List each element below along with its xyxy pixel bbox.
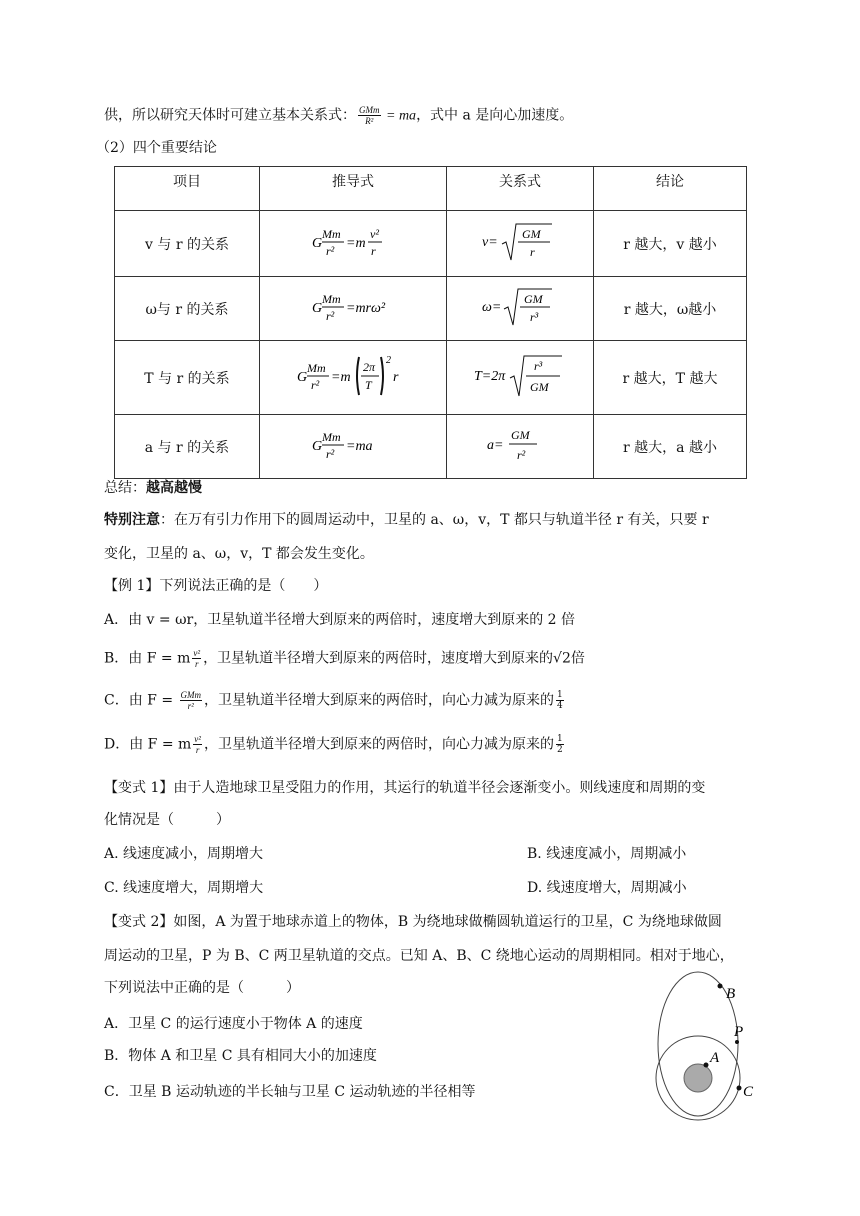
table-row [115, 211, 747, 277]
intro-fraction: $\frac{\text{GMm}}{\text{R²}}$ [359, 105, 380, 126]
intro-line [104, 105, 573, 127]
svg-text:r²: r² [326, 308, 335, 323]
svg-text:r: r [371, 243, 376, 258]
svg-text:=m: =m [346, 235, 366, 251]
fraction-one-quarter: $\frac{1}{4}$ [557, 690, 563, 711]
point-P-dot [735, 1040, 739, 1044]
formula-T-relation [472, 352, 568, 400]
note-text-1: ：在万有引力作用下的圆周运动中，卫星的 a、ω，v，T 都只与轨道半径 r 有关，只要 r [160, 512, 709, 528]
svg-text:Mm: Mm [307, 360, 326, 375]
formula-T-derive [293, 351, 413, 401]
svg-text:v²: v² [370, 226, 379, 241]
header-relation: 关系式 [447, 167, 594, 211]
svg-text:GM: GM [511, 427, 530, 442]
summary-label: 总结： [104, 480, 146, 496]
row-item: v 与 r 的关系 [115, 211, 260, 277]
variant2-line-2: 周运动的卫星，P 为 B、C 两卫星轨道的交点。已知 A、B、C 绕地心运动的周期相同。相对于地心， [104, 948, 734, 964]
row-relation [447, 341, 594, 415]
formula-omega-derive [308, 287, 398, 327]
intro-prefix: 供，所以研究天体时可建立基本关系式： [104, 107, 356, 124]
intro-equation: = ma [382, 108, 417, 124]
svg-text:=mrω²: =mrω² [346, 300, 386, 316]
row-conclusion: r 越大，T 越大 [594, 341, 747, 415]
svg-text:=m: =m [331, 369, 351, 385]
svg-text:T: T [365, 377, 372, 392]
svg-text:a=: a= [487, 437, 504, 453]
svg-text:r²: r² [311, 377, 320, 392]
label-P: P [734, 1024, 744, 1040]
svg-text:T=2π: T=2π [474, 368, 506, 384]
example1-option-c: C．由 F = $\frac{\text{GMm}}{\text{r²}}$ ，卫星轨道半径增大到原来的两倍时，向心力减为原来的 $\frac{1}{4}$ [104, 690, 563, 711]
row-relation [447, 211, 594, 277]
variant2-option-a: A．卫星 C 的运行速度小于物体 A 的速度 [104, 1016, 363, 1032]
example1-title: 【例 1】下列说法正确的是（ ） [104, 578, 328, 594]
row-conclusion: r 越大，a 越小 [594, 415, 747, 479]
header-item: 项目 [115, 167, 260, 211]
svg-text:r²: r² [326, 446, 335, 461]
row-derive [260, 277, 447, 341]
label-B: B [726, 986, 736, 1002]
svg-text:Mm: Mm [322, 291, 341, 306]
svg-text:Mm: Mm [322, 226, 341, 241]
object-A-dot [704, 1063, 709, 1068]
svg-text:r³: r³ [530, 309, 539, 324]
fraction-v2-r: $\frac{\text{v²}}{r}$ [193, 648, 201, 669]
svg-text:r: r [530, 244, 535, 259]
formula-a-derive [308, 425, 398, 465]
summary-value: 越高越慢 [146, 480, 202, 496]
row-item: ω与 r 的关系 [115, 277, 260, 341]
earth-circle [684, 1064, 712, 1092]
svg-text:2: 2 [386, 354, 391, 366]
satellite-C-dot [737, 1086, 742, 1091]
label-C: C [743, 1084, 754, 1100]
header-conclusion: 结论 [594, 167, 747, 211]
section2-title: （2）四个重要结论 [96, 140, 217, 156]
svg-text:G: G [297, 369, 308, 385]
summary-line [104, 478, 202, 498]
variant2-option-b: B．物体 A 和卫星 C 具有相同大小的加速度 [104, 1048, 377, 1064]
svg-text:Mm: Mm [322, 429, 341, 444]
example1-option-a: A．由 v = ωr，卫星轨道半径增大到原来的两倍时，速度增大到原来的 2 倍 [104, 612, 576, 628]
variant1-line-2: 化情况是（ ） [104, 812, 230, 828]
table-header-row [115, 167, 747, 211]
formula-a-relation [485, 423, 555, 467]
orbit-diagram [650, 968, 780, 1128]
row-conclusion: r 越大，ω越小 [594, 277, 747, 341]
note-line-1 [104, 510, 709, 530]
satellite-B-dot [718, 984, 723, 989]
fraction-gmm-r2: $\frac{\text{GMm}}{\text{r²}}$ [180, 690, 202, 711]
table-row [115, 341, 747, 415]
svg-text:GM: GM [524, 291, 543, 306]
row-item: T 与 r 的关系 [115, 341, 260, 415]
row-derive [260, 211, 447, 277]
table-row [115, 277, 747, 341]
variant2-line-1: 【变式 2】如图，A 为置于地球赤道上的物体，B 为绕地球做椭圆轨道运行的卫星，C 为绕地球做圆 [104, 914, 722, 930]
note-line-2: 变化，卫星的 a、ω，v，T 都会发生变化。 [104, 546, 374, 562]
svg-text:ω=: ω= [482, 299, 502, 315]
formula-v-relation [480, 220, 560, 264]
svg-text:r: r [393, 369, 399, 385]
row-derive [260, 341, 447, 415]
svg-text:r²: r² [517, 447, 526, 462]
svg-text:v=: v= [482, 234, 498, 250]
svg-text:GM: GM [522, 226, 541, 241]
row-relation [447, 415, 594, 479]
variant2-option-c: C．卫星 B 运动轨迹的半长轴与卫星 C 运动轨迹的半径相等 [104, 1084, 476, 1100]
svg-text:G: G [312, 438, 323, 454]
formula-v-derive [308, 222, 398, 262]
label-A: A [710, 1050, 720, 1066]
variant1-option-d: D. 线速度增大，周期减小 [527, 880, 687, 896]
fraction-one-half: $\frac{1}{2}$ [557, 734, 563, 755]
row-conclusion: r 越大，v 越小 [594, 211, 747, 277]
svg-text:=ma: =ma [346, 438, 373, 454]
example1-option-d: D．由 F = m $\frac{\text{v²}}{r}$ ，卫星轨道半径增大到原来的两倍时，向心力减为原来的 $\frac{1}{2}$ [104, 734, 563, 755]
conclusions-table [114, 166, 747, 479]
header-derive: 推导式 [260, 167, 447, 211]
formula-omega-relation [480, 285, 560, 329]
row-item: a 与 r 的关系 [115, 415, 260, 479]
svg-text:G: G [312, 300, 323, 316]
svg-text:GM: GM [530, 379, 549, 394]
table-row [115, 415, 747, 479]
svg-text:G: G [312, 235, 323, 251]
intro-suffix: ，式中 a 是向心加速度。 [416, 107, 574, 124]
variant2-line-3: 下列说法中正确的是（ ） [104, 980, 300, 996]
row-derive [260, 415, 447, 479]
row-relation [447, 277, 594, 341]
svg-text:r³: r³ [534, 358, 543, 373]
note-label: 特别注意 [104, 512, 160, 528]
variant1-option-a: A. 线速度减小，周期增大 [104, 846, 264, 862]
fraction-v2-r: $\frac{\text{v²}}{r}$ [194, 734, 201, 755]
svg-text:r²: r² [326, 243, 335, 258]
variant1-option-c: C. 线速度增大，周期增大 [104, 880, 264, 896]
variant1-line-1: 【变式 1】由于人造地球卫星受阻力的作用，其运行的轨道半径会逐渐变小。则线速度和周期的变 [104, 780, 706, 796]
svg-text:2π: 2π [363, 359, 376, 374]
variant1-option-b: B. 线速度减小，周期减小 [527, 846, 687, 862]
example1-option-b: B．由 F = m $\frac{\text{v²}}{r}$ ，卫星轨道半径增大到原来的两倍时，速度增大到原来的√2倍 [104, 648, 585, 669]
